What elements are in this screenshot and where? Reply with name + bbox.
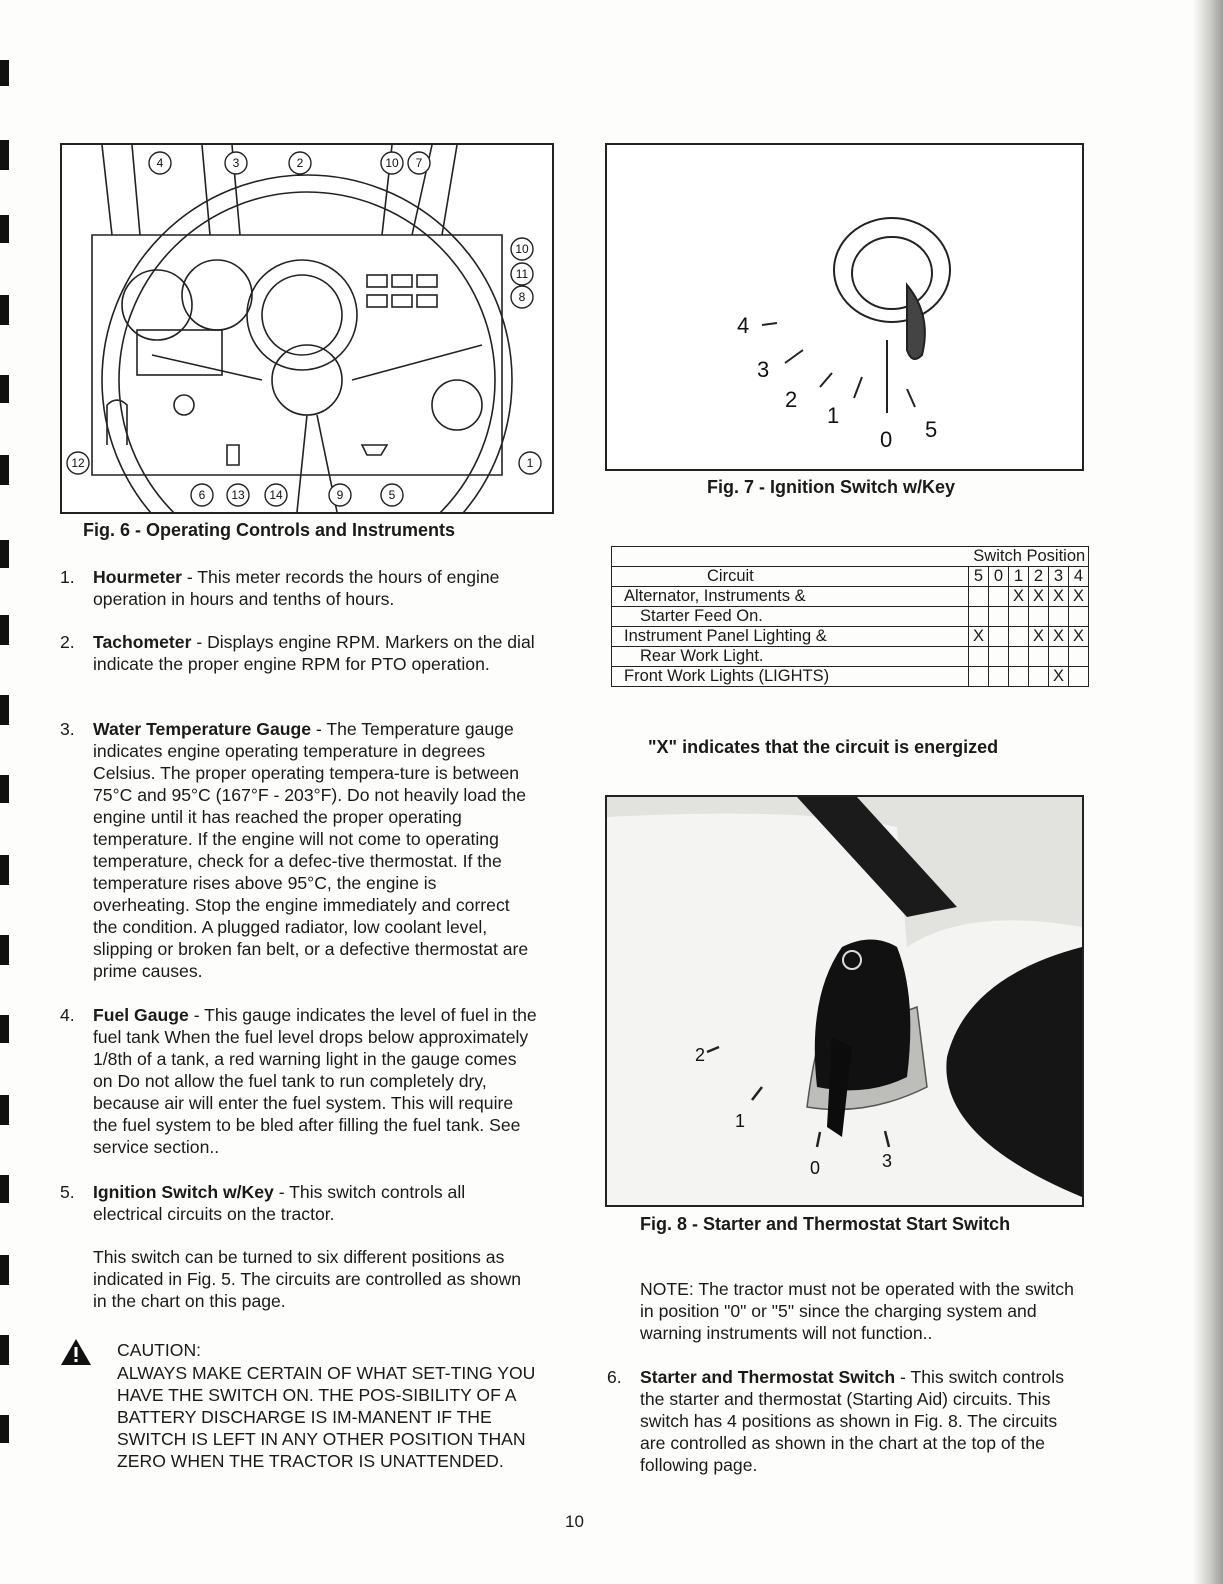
item-term: Ignition Switch w/Key: [93, 1182, 274, 1202]
switch-position-header: Switch Position: [969, 547, 1089, 567]
item-term: Tachometer: [93, 632, 192, 652]
list-item: [60, 1181, 538, 1225]
binding-mark: [0, 215, 9, 243]
binding-mark: [0, 695, 9, 725]
item-text: - Displays engine RPM. Markers on the dial indicate the proper engine RPM for PTO operation.: [93, 632, 535, 674]
binding-mark: [0, 295, 9, 325]
table-cell: [1009, 627, 1029, 647]
switch-position-table: [611, 546, 1089, 687]
table-header-row: [612, 547, 1089, 567]
callout-8: 8: [518, 290, 526, 304]
table-cell: X: [1049, 667, 1069, 687]
item-text: - This meter records the hours of engine operation in hours and tenths of hours.: [93, 567, 500, 609]
list-item: [60, 1004, 538, 1158]
table-cell: [989, 627, 1009, 647]
position-2-label: 2: [695, 1045, 706, 1065]
position-2-label: 2: [785, 387, 798, 412]
circuit-name: Instrument Panel Lighting &: [612, 627, 969, 647]
starter-switch-photo: [607, 797, 1082, 1205]
table-cell: [1009, 667, 1029, 687]
position-3-label: 3: [757, 357, 770, 382]
table-note: "X" indicates that the circuit is energized: [648, 737, 999, 757]
table-cell: [1049, 607, 1069, 627]
callout-3: 3: [232, 156, 240, 170]
table-cell: [1049, 647, 1069, 667]
callout-2: 2: [296, 156, 304, 170]
table-cell: X: [1029, 627, 1049, 647]
circuit-name: Starter Feed On.: [612, 607, 969, 627]
table-cell: X: [969, 627, 989, 647]
list-item: [60, 718, 538, 982]
table-row: [612, 647, 1089, 667]
table-row: [612, 627, 1089, 647]
figure-7-caption: Fig. 7 - Ignition Switch w/Key: [707, 477, 956, 497]
list-item: [60, 566, 538, 610]
position-4-label: 4: [737, 313, 750, 338]
page-edge-shadow: [1193, 0, 1223, 1584]
position-header: 4: [1069, 567, 1089, 587]
position-header: 1: [1009, 567, 1029, 587]
table-cell: X: [1029, 587, 1049, 607]
circuit-name: Alternator, Instruments &: [612, 587, 969, 607]
table-row: [612, 607, 1089, 627]
binding-mark: [0, 1175, 9, 1203]
table-cell: [1029, 667, 1049, 687]
table-cell: [1069, 607, 1089, 627]
callout-12: 12: [71, 456, 85, 470]
binding-mark: [0, 1415, 9, 1443]
table-cell: X: [1049, 627, 1069, 647]
table-cell: [989, 667, 1009, 687]
table-cell: [1029, 607, 1049, 627]
list-item: [607, 1366, 1080, 1476]
table-cell: X: [1009, 587, 1029, 607]
callout-13: 13: [231, 488, 245, 502]
position-0-label: 0: [810, 1158, 821, 1178]
binding-mark: [0, 615, 9, 645]
circuit-header: Circuit: [612, 567, 969, 587]
item-number: 4.: [60, 1005, 75, 1025]
figure-6-caption: Fig. 6 - Operating Controls and Instruments: [83, 520, 456, 540]
table-cell: [1009, 647, 1029, 667]
item-number: 2.: [60, 632, 75, 652]
callout-5: 5: [388, 488, 396, 502]
table-row: [612, 667, 1089, 687]
binding-mark: [0, 1095, 9, 1125]
item-text: - This gauge indicates the level of fuel in the fuel tank When the fuel level drops below approximately 1/8th of a tank, a red warning light in the gauge comes on Do not allow the fuel tank to run completely dry, because air will enter the fuel system. This will require the fuel system to be bled after filling the fuel tank. See service section..: [93, 1005, 537, 1157]
item-number: 5.: [60, 1182, 75, 1202]
item-number: 1.: [60, 567, 75, 587]
table-cell: [969, 667, 989, 687]
dashboard-illustration: [62, 145, 552, 512]
page-number: 10: [565, 1512, 584, 1531]
table-header-row: [612, 567, 1089, 587]
callout-9: 9: [336, 488, 344, 502]
table-cell: X: [1069, 587, 1089, 607]
position-0-label: 0: [880, 427, 893, 452]
figure-7-ignition-switch: [605, 143, 1084, 471]
table-cell: X: [1049, 587, 1069, 607]
circuit-name: Front Work Lights (LIGHTS): [612, 667, 969, 687]
list-item: [60, 631, 538, 675]
item-term: Hourmeter: [93, 567, 182, 587]
callout-10: 10: [515, 242, 529, 256]
table-cell: [969, 647, 989, 667]
binding-mark: [0, 140, 9, 170]
ignition-switch-illustration: [607, 145, 1082, 469]
table-cell: [1069, 667, 1089, 687]
table-cell: [969, 607, 989, 627]
note-paragraph: NOTE: The tractor must not be operated with the switch in position "0" or "5" since the charging system and warning instruments will not function..: [640, 1279, 1074, 1343]
callout-11: 11: [515, 267, 529, 281]
position-header: 2: [1029, 567, 1049, 587]
table-cell: [989, 587, 1009, 607]
position-3-label: 3: [882, 1151, 893, 1171]
ignition-paragraph: This switch can be turned to six different positions as indicated in Fig. 5. The circuits are controlled as shown in the chart on this page.: [93, 1247, 522, 1311]
table-row: [612, 587, 1089, 607]
item-number: 3.: [60, 719, 75, 739]
item-number: 6.: [607, 1367, 622, 1387]
table-cell: [969, 587, 989, 607]
callout-7: 7: [415, 156, 423, 170]
callout-4: 4: [156, 156, 164, 170]
position-1-label: 1: [735, 1111, 746, 1131]
item-text: - The Temperature gauge indicates engine operating temperature in degrees Celsius. The proper operating tempera-ture is between 75°C and 95°C (167°F - 203°F). Do not heavily load the engine until it has reached the proper operating temperature. If the engine will not come to operating temperature, check for a defec-tive thermostat. If the temperature rises above 95°C, the engine is overheating. Stop the engine immediately and correct the condition. A plugged radiator, low coolant level, slipping or broken fan belt, or a defective thermostat are prime causes.: [93, 719, 529, 981]
caution-title: CAUTION:: [117, 1340, 202, 1360]
binding-mark: [0, 775, 9, 803]
binding-mark: [0, 455, 9, 485]
item-text: - This switch controls all electrical circuits on the tractor.: [93, 1182, 466, 1224]
warning-triangle-icon: [60, 1338, 92, 1366]
position-header: 5: [969, 567, 989, 587]
binding-mark: [0, 1335, 9, 1365]
position-1-label: 1: [827, 403, 840, 428]
figure-6-dashboard: [60, 143, 554, 514]
binding-mark: [0, 60, 9, 86]
item-term: Water Temperature Gauge: [93, 719, 312, 739]
binding-mark: [0, 1255, 9, 1285]
binding-mark: [0, 540, 9, 568]
binding-mark: [0, 855, 9, 885]
position-header: 0: [989, 567, 1009, 587]
table-cell: X: [1069, 627, 1089, 647]
binding-mark: [0, 1015, 9, 1043]
item-term: Fuel Gauge: [93, 1005, 189, 1025]
callout-1: 1: [526, 456, 534, 470]
table-cell: [989, 607, 1009, 627]
figure-8-caption: Fig. 8 - Starter and Thermostat Start Switch: [640, 1214, 1011, 1234]
item-term: Starter and Thermostat Switch: [640, 1367, 896, 1387]
item-text: - This switch controls the starter and thermostat (Starting Aid) circuits. This switch has 4 positions as shown in Fig. 8. The circuits are controlled as shown in the chart at the top of the following page.: [640, 1367, 1064, 1475]
table-cell: [989, 647, 1009, 667]
binding-mark: [0, 935, 9, 965]
binding-mark: [0, 375, 9, 403]
caution-text: ALWAYS MAKE CERTAIN OF WHAT SET-TING YOU HAVE THE SWITCH ON. THE POS-SIBILITY OF A BATTERY DISCHARGE IS IM-MANENT IF THE SWITCH IS LEFT IN ANY OTHER POSITION THAN ZERO WHEN THE TRACTOR IS UNATTENDED.: [117, 1363, 536, 1471]
figure-8-starter-switch: [605, 795, 1084, 1207]
callout-10: 10: [385, 156, 399, 170]
position-5-label: 5: [925, 417, 938, 442]
table-cell: [1069, 647, 1089, 667]
table-cell: [1009, 607, 1029, 627]
callout-6: 6: [198, 488, 206, 502]
position-header: 3: [1049, 567, 1069, 587]
callout-14: 14: [269, 488, 283, 502]
table-cell: [1029, 647, 1049, 667]
circuit-name: Rear Work Light.: [612, 647, 969, 667]
